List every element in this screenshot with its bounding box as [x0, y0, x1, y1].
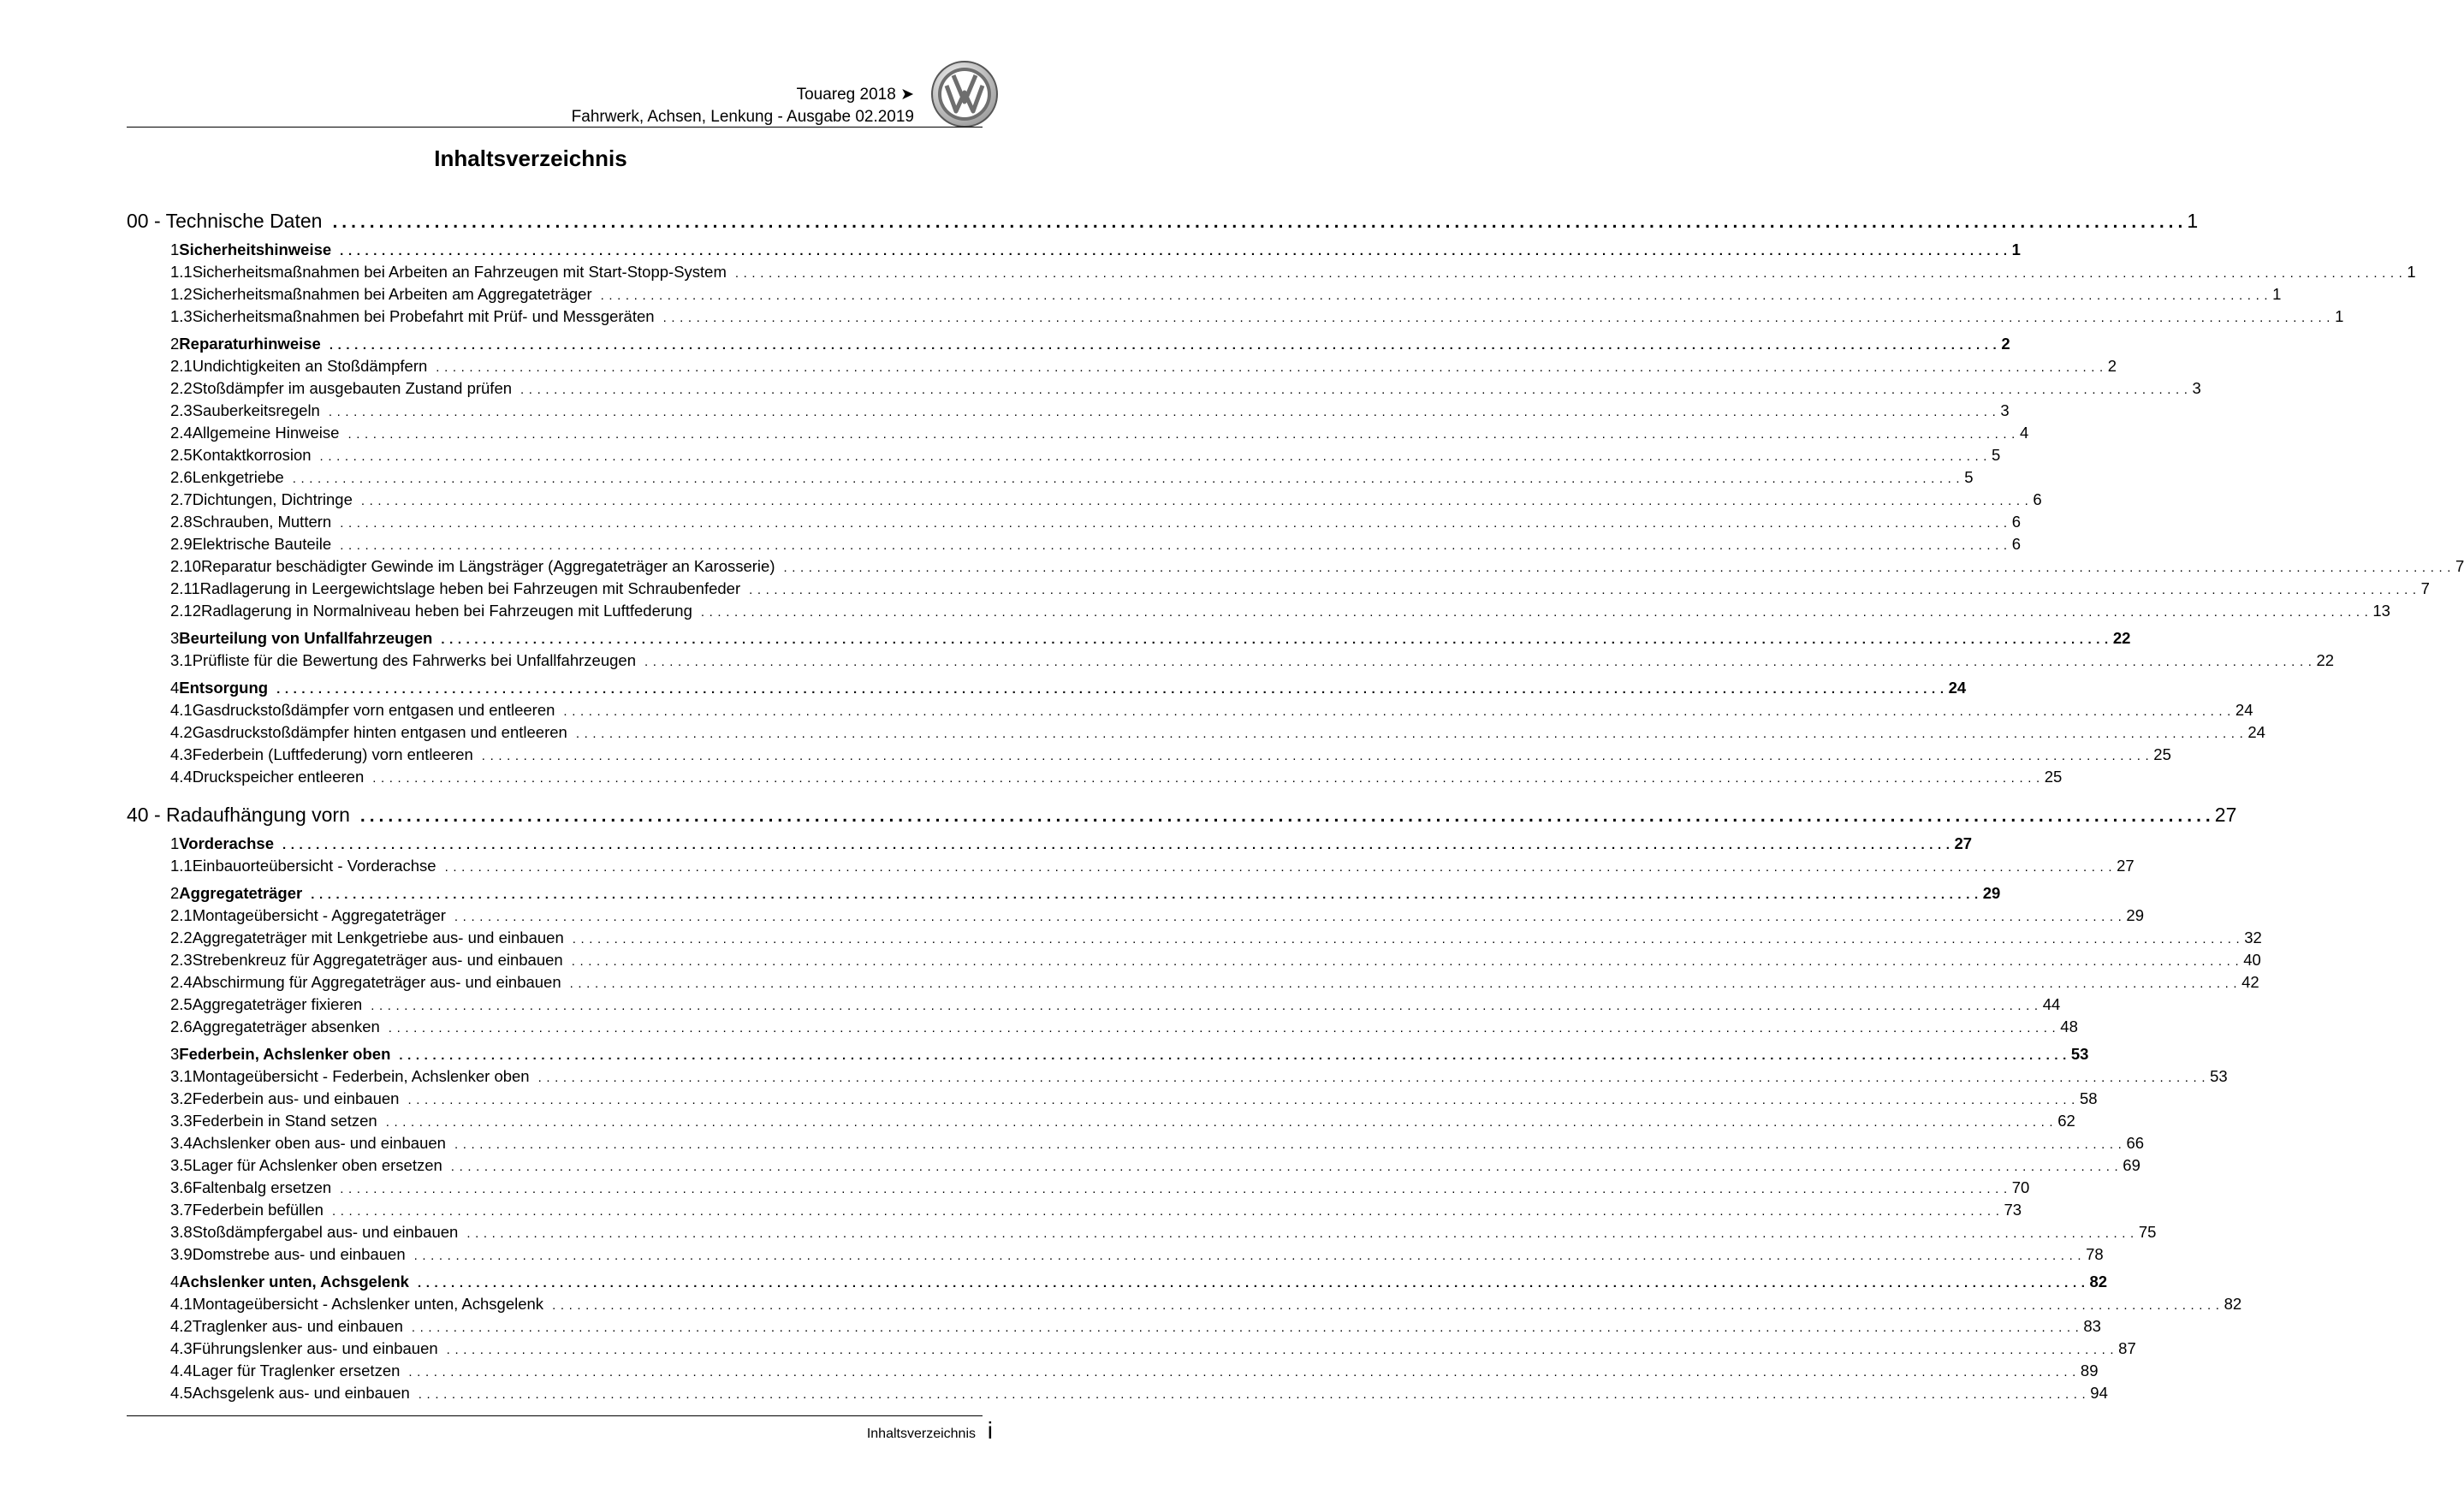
toc-item-page: 70 [2011, 1178, 2030, 1196]
toc-item-page: 13 [2372, 602, 2390, 620]
toc-item-title: Faltenbalg ersetzen [192, 1178, 332, 1196]
toc-leader-dots: ........................................................................................................................................................................................................ [481, 749, 2154, 763]
toc-item-title: Einbauorteübersicht - Vorderachse [192, 857, 436, 875]
toc-item-number: 3.7 [170, 1201, 193, 1219]
toc-item-number: 3.1 [170, 651, 193, 669]
toc-leader-dots: ........................................................................................................................................................................................................ [319, 449, 1992, 464]
toc-item-title: Federbein aus- und einbauen [192, 1089, 400, 1107]
toc-leader-dots: ........................................................................................................................................................................................................ [417, 1276, 2090, 1290]
toc-leader-dots: ........................................................................................................................................................................................................ [282, 838, 1955, 852]
toc-item-page: 87 [2118, 1339, 2136, 1357]
toc-item-page: 53 [2210, 1067, 2228, 1085]
toc-section-number: 1 [170, 240, 180, 258]
toc-item-title: Aggregateträger absenken [192, 1017, 380, 1035]
toc-leader-dots: ........................................................................................................................................................................................................ [734, 266, 2408, 281]
toc-item-page: 3 [2192, 379, 2201, 397]
toc-item-page: 24 [2235, 701, 2253, 719]
toc-leader-dots: ........................................................................................................................................................................................................ [466, 1226, 2139, 1241]
toc-chapter-title: 40 - Radaufhängung vorn [127, 804, 350, 826]
toc-leader-dots: ........................................................................................................................................................................................................ [454, 910, 2127, 924]
toc-item-title: Aggregateträger fixieren [192, 995, 363, 1013]
toc-item[interactable] [127, 401, 2010, 424]
toc-item-page: 6 [2011, 513, 2021, 531]
toc-item-title: Gasdruckstoßdämpfer hinten entgasen und entleeren [192, 723, 567, 741]
toc-item[interactable] [127, 513, 2021, 535]
toc-item-number: 2.7 [170, 490, 193, 508]
toc-item-title: Abschirmung für Aggregateträger aus- und einbauen [192, 973, 561, 991]
footer-rule [127, 1415, 983, 1416]
toc-item-number: 3.1 [170, 1067, 193, 1085]
toc-item-number: 2.6 [170, 468, 193, 486]
toc-item-page: 62 [2057, 1112, 2075, 1130]
toc-leader-dots: ........................................................................................................................................................................................................ [749, 583, 2421, 597]
toc-item-title: Lager für Achslenker oben ersetzen [192, 1156, 442, 1174]
toc-leader-dots: ........................................................................................................................................................................................................ [446, 1343, 2119, 1357]
toc-item[interactable] [127, 928, 2262, 951]
toc-section[interactable] [127, 335, 2010, 357]
toc-item-number: 3.8 [170, 1223, 193, 1241]
toc-item-page: 25 [2044, 768, 2063, 786]
toc-section-number: 2 [170, 884, 180, 902]
toc-item-number: 2.3 [170, 951, 193, 969]
toc-leader-dots: ........................................................................................................................................................................................................ [569, 976, 2242, 991]
toc-section-number: 3 [170, 629, 180, 647]
toc-item-title: Stoßdämpfergabel aus- und einbauen [192, 1223, 459, 1241]
toc-item[interactable] [127, 285, 2282, 307]
toc-item-number: 2.9 [170, 535, 193, 553]
toc-item-title: Achslenker oben aus- und einbauen [192, 1134, 446, 1152]
toc-item[interactable] [127, 1384, 2108, 1406]
toc-leader-dots: ........................................................................................................................................................................................................ [292, 472, 1965, 486]
toc-leader-dots: ........................................................................................................................................................................................................ [413, 1249, 2087, 1263]
toc-item-number: 3.6 [170, 1178, 193, 1196]
toc-leader-dots: ........................................................................................................................................................................................................ [407, 1093, 2080, 1107]
toc-item-number: 3.4 [170, 1134, 193, 1152]
toc-item[interactable] [127, 723, 2265, 745]
toc-item-title: Achsgelenk aus- und einbauen [192, 1384, 410, 1402]
toc-leader-dots: ........................................................................................................................................................................................................ [436, 360, 2108, 375]
toc-item-page: 58 [2079, 1089, 2098, 1107]
toc-section-number: 4 [170, 679, 180, 697]
toc-leader-dots: ........................................................................................................................................................................................................ [600, 288, 2273, 303]
toc-item[interactable] [127, 424, 2029, 446]
toc-leader-dots: ........................................................................................................................................................................................................ [371, 999, 2043, 1013]
toc-item[interactable] [127, 557, 2464, 579]
toc-item-number: 2.5 [170, 995, 193, 1013]
toc-item-number: 3.9 [170, 1245, 193, 1263]
toc-item-number: 4.3 [170, 745, 193, 763]
toc-item-title: Stoßdämpfer im ausgebauten Zustand prüfen [192, 379, 513, 397]
toc-item-number: 2.3 [170, 401, 193, 419]
toc-item-page: 7 [2420, 579, 2430, 597]
toc-item-title: Montageübersicht - Achslenker unten, Achsgelenk [192, 1295, 544, 1313]
toc-leader-dots: ........................................................................................................................................................................................................ [311, 887, 1983, 902]
toc-item-number: 4.5 [170, 1384, 193, 1402]
toc-item-number: 4.4 [170, 1362, 193, 1379]
toc-item[interactable] [127, 973, 2259, 995]
toc-item-title: Lenkgetriebe [192, 468, 284, 486]
toc-section[interactable] [127, 240, 2021, 263]
footer-label: Inhaltsverzeichnis [866, 1427, 976, 1441]
toc-chapter[interactable] [127, 804, 2237, 829]
toc-item[interactable] [127, 1339, 2136, 1362]
toc-item-number: 1.3 [170, 307, 193, 325]
toc-item-title: Montageübersicht - Aggregateträger [192, 906, 446, 924]
toc-item[interactable] [127, 490, 2042, 513]
toc-item[interactable] [127, 651, 2335, 673]
toc-item-page: 48 [2060, 1017, 2078, 1035]
toc-item-number: 2.4 [170, 424, 193, 442]
toc-item-title: Lager für Traglenker ersetzen [192, 1362, 401, 1379]
toc-leader-dots: ........................................................................................................................................................................................................ [347, 427, 2020, 442]
toc-section-page: 82 [2089, 1273, 2108, 1290]
toc-item[interactable] [127, 263, 2416, 285]
toc-section-title: Achslenker unten, Achsgelenk [179, 1273, 409, 1290]
toc-leader-dots: ........................................................................................................................................................................................................ [537, 1071, 2211, 1085]
toc-item[interactable] [127, 602, 2390, 624]
toc-item[interactable] [127, 579, 2430, 602]
toc-item-title: Kontaktkorrosion [192, 446, 312, 464]
toc-item[interactable] [127, 1112, 2075, 1134]
toc-leader-dots: ........................................................................................................................................................................................................ [418, 1387, 2091, 1402]
toc-leader-dots: ........................................................................................................................................................................................................ [340, 516, 2012, 531]
toc-item-page: 29 [2126, 906, 2144, 924]
toc-leader-dots: ........................................................................................................................................................................................................ [340, 538, 2012, 553]
toc-leader-dots: ........................................................................................................................................................................................................ [662, 311, 2336, 325]
toc-leader-dots: ........................................................................................................................................................................................................ [408, 1365, 2081, 1379]
toc-item[interactable] [127, 1178, 2030, 1201]
toc-item[interactable] [127, 1067, 2228, 1089]
toc-item-page: 2 [2107, 357, 2117, 375]
toc-chapter-page: 27 [2214, 804, 2237, 826]
toc-section-number: 4 [170, 1273, 180, 1290]
toc-item-page: 1 [2407, 263, 2416, 281]
toc-section-title: Vorderachse [179, 834, 275, 852]
toc-item[interactable] [127, 468, 1974, 490]
toc-item-number: 3.3 [170, 1112, 193, 1130]
toc-item-number: 2.8 [170, 513, 193, 531]
toc-item-number: 2.1 [170, 357, 193, 375]
toc-item-number: 2.2 [170, 928, 193, 946]
toc-leader-dots: ........................................................................................................................................................................................................ [441, 632, 2113, 647]
toc-item-title: Elektrische Bauteile [192, 535, 332, 553]
toc-item-number: 2.2 [170, 379, 193, 397]
toc-item-number: 4.3 [170, 1339, 193, 1357]
toc-item[interactable] [127, 768, 2063, 790]
toc-chapter-page: 1 [2187, 210, 2199, 232]
toc-item-title: Druckspeicher entleeren [192, 768, 365, 786]
toc-item-page: 7 [2455, 557, 2464, 575]
toc-item-title: Federbein befüllen [192, 1201, 324, 1219]
toc-item[interactable] [127, 535, 2021, 557]
toc-item-page: 1 [2272, 285, 2282, 303]
toc-section-number: 2 [170, 335, 180, 353]
toc-leader-dots: ........................................................................................................................................................................................................ [385, 1115, 2058, 1130]
toc-leader-dots: ........................................................................................................................................................................................................ [332, 212, 2188, 232]
toc-section[interactable] [127, 1273, 2108, 1295]
toc-item-title: Sicherheitsmaßnahmen bei Probefahrt mit Prüf- und Messgeräten [192, 307, 655, 325]
toc-item-page: 78 [2086, 1245, 2104, 1263]
toc-item-page: 32 [2244, 928, 2262, 946]
toc-section-page: 29 [1982, 884, 2001, 902]
toc-item-title: Führungslenker aus- und einbauen [192, 1339, 438, 1357]
toc-item-title: Federbein (Luftfederung) vorn entleeren [192, 745, 473, 763]
toc-item[interactable] [127, 995, 2061, 1017]
toc-section-title: Aggregateträger [179, 884, 303, 902]
toc-leader-dots: ........................................................................................................................................................................................................ [399, 1048, 2071, 1063]
toc-item-number: 2.12 [170, 602, 202, 620]
toc-item[interactable] [127, 1295, 2242, 1317]
toc-item-title: Gasdruckstoßdämpfer vorn entgasen und entleeren [192, 701, 555, 719]
toc-item-number: 4.2 [170, 723, 193, 741]
toc-item-page: 1 [2335, 307, 2344, 325]
toc-item-page: 73 [2004, 1201, 2022, 1219]
toc-item-page: 66 [2126, 1134, 2145, 1152]
toc-item-title: Sauberkeitsregeln [192, 401, 320, 419]
toc-item-page: 44 [2042, 995, 2061, 1013]
toc-item-number: 2.11 [170, 579, 200, 597]
toc-item[interactable] [127, 906, 2144, 928]
toc-item-title: Radlagerung in Normalniveau heben bei Fahrzeugen mit Luftfederung [201, 602, 692, 620]
toc-item[interactable] [127, 701, 2253, 723]
toc-item-number: 4.2 [170, 1317, 193, 1335]
toc-item-page: 5 [1992, 446, 2001, 464]
toc-leader-dots: ........................................................................................................................................................................................................ [340, 1182, 2012, 1196]
toc-item-page: 42 [2241, 973, 2259, 991]
toc-section-title: Sicherheitshinweise [179, 240, 332, 258]
toc-section-title: Entsorgung [179, 679, 269, 697]
header-rule [127, 127, 983, 128]
toc-item[interactable] [127, 379, 2201, 401]
toc-item-page: 24 [2247, 723, 2265, 741]
toc-item-title: Schrauben, Muttern [192, 513, 332, 531]
toc-item-page: 4 [2019, 424, 2029, 442]
toc-item-page: 69 [2123, 1156, 2140, 1174]
toc-item[interactable] [127, 857, 2134, 879]
toc-item[interactable] [127, 1089, 2098, 1112]
toc-item-page: 27 [2117, 857, 2134, 875]
document-header [315, 84, 914, 128]
toc-item-page: 89 [2080, 1362, 2099, 1379]
toc-leader-dots: ........................................................................................................................................................................................................ [276, 682, 1949, 697]
toc-item[interactable] [127, 951, 2261, 973]
toc-item-number: 2.5 [170, 446, 193, 464]
toc-item[interactable] [127, 1245, 2104, 1267]
toc-item-page: 22 [2316, 651, 2335, 669]
toc-item-page: 25 [2153, 745, 2171, 763]
toc-leader-dots: ........................................................................................................................................................................................................ [552, 1298, 2224, 1313]
toc-item[interactable] [127, 1223, 2157, 1245]
toc-item-title: Dichtungen, Dichtringe [192, 490, 353, 508]
toc-section-page: 24 [1948, 679, 1967, 697]
toc-section-page: 1 [2011, 240, 2021, 258]
page-title: Inhaltsverzeichnis [434, 145, 627, 171]
toc-item-number: 4.1 [170, 1295, 193, 1313]
toc-item[interactable] [127, 1362, 2099, 1384]
toc-item[interactable] [127, 1134, 2145, 1156]
toc-item-title: Traglenker aus- und einbauen [192, 1317, 403, 1335]
toc-leader-dots: ........................................................................................................................................................................................................ [700, 605, 2373, 620]
toc-section-page: 2 [2001, 335, 2010, 353]
toc-leader-dots: ........................................................................................................................................................................................................ [360, 494, 2034, 508]
toc-section-title: Federbein, Achslenker oben [179, 1045, 391, 1063]
toc-item-page: 3 [2000, 401, 2010, 419]
toc-leader-dots: ........................................................................................................................................................................................................ [572, 932, 2245, 946]
toc-section-number: 1 [170, 834, 180, 852]
toc-leader-dots: ........................................................................................................................................................................................................ [372, 771, 2045, 786]
header-subtitle: Fahrwerk, Achsen, Lenkung - Ausgabe 02.2019 [571, 108, 914, 126]
toc-item-page: 82 [2224, 1295, 2242, 1313]
toc-item-title: Allgemeine Hinweise [192, 424, 340, 442]
toc-section[interactable] [127, 834, 1973, 857]
toc-item-number: 1.1 [170, 857, 193, 875]
toc-item-page: 6 [2011, 535, 2021, 553]
toc-item-number: 2.10 [170, 557, 202, 575]
toc-item-title: Strebenkreuz für Aggregateträger aus- und einbauen [192, 951, 563, 969]
toc-leader-dots: ........................................................................................................................................................................................................ [575, 727, 2248, 741]
toc-item-number: 3.5 [170, 1156, 193, 1174]
toc-leader-dots: ........................................................................................................................................................................................................ [340, 244, 2012, 258]
toc-leader-dots: ........................................................................................................................................................................................................ [450, 1160, 2123, 1174]
toc-item-number: 2.6 [170, 1017, 193, 1035]
toc-item[interactable] [127, 357, 2117, 379]
vw-logo-icon [930, 60, 999, 128]
toc-item-title: Federbein in Stand setzen [192, 1112, 377, 1130]
toc-leader-dots: ........................................................................................................................................................................................................ [444, 860, 2117, 875]
toc-item-title: Radlagerung in Leergewichtslage heben bei Fahrzeugen mit Schraubenfeder [199, 579, 741, 597]
toc-item[interactable] [127, 446, 2001, 468]
toc-item[interactable] [127, 1317, 2101, 1339]
toc-item-page: 40 [2243, 951, 2261, 969]
toc-section[interactable] [127, 1045, 2089, 1067]
toc-section-page: 27 [1954, 834, 1973, 852]
toc-item[interactable] [127, 307, 2344, 329]
toc-leader-dots: ........................................................................................................................................................................................................ [520, 383, 2193, 397]
toc-item-number: 2.1 [170, 906, 193, 924]
toc-item-page: 94 [2090, 1384, 2108, 1402]
toc-item-number: 1.2 [170, 285, 193, 303]
toc-item-title: Montageübersicht - Federbein, Achslenker oben [192, 1067, 530, 1085]
toc-chapter-title: 00 - Technische Daten [127, 210, 323, 232]
toc-item-title: Aggregateträger mit Lenkgetriebe aus- und einbauen [192, 928, 564, 946]
toc-chapter[interactable] [127, 210, 2199, 235]
toc-section[interactable] [127, 679, 1967, 701]
toc-item[interactable] [127, 1201, 2022, 1223]
table-of-contents [127, 205, 2464, 1406]
toc-section-title: Reparaturhinweise [179, 335, 321, 353]
footer-page-number: i [987, 1417, 993, 1444]
toc-item-title: Prüfliste für die Bewertung des Fahrwerks bei Unfallfahrzeugen [192, 651, 636, 669]
header-model: Touareg 2018 ➤ [796, 86, 914, 104]
toc-section-page: 22 [2112, 629, 2131, 647]
toc-leader-dots: ........................................................................................................................................................................................................ [388, 1021, 2061, 1035]
toc-item-page: 83 [2083, 1317, 2101, 1335]
toc-leader-dots: ........................................................................................................................................................................................................ [454, 1137, 2127, 1152]
toc-item[interactable] [127, 1156, 2140, 1178]
toc-leader-dots: ........................................................................................................................................................................................................ [359, 806, 2215, 826]
toc-item[interactable] [127, 1017, 2078, 1040]
toc-section-number: 3 [170, 1045, 180, 1063]
toc-item-number: 3.2 [170, 1089, 193, 1107]
toc-item-title: Reparatur beschädigter Gewinde im Längsträger (Aggregateträger an Karosserie) [201, 557, 775, 575]
toc-item-page: 5 [1964, 468, 1974, 486]
toc-section-title: Beurteilung von Unfallfahrzeugen [179, 629, 433, 647]
toc-item-title: Domstrebe aus- und einbauen [192, 1245, 406, 1263]
toc-item-title: Sicherheitsmaßnahmen bei Arbeiten an Fahrzeugen mit Start-Stopp-System [192, 263, 727, 281]
toc-item-title: Undichtigkeiten an Stoßdämpfern [192, 357, 428, 375]
toc-item-page: 75 [2138, 1223, 2157, 1241]
toc-leader-dots: ........................................................................................................................................................................................................ [571, 954, 2244, 969]
toc-item-page: 6 [2033, 490, 2042, 508]
toc-leader-dots: ........................................................................................................................................................................................................ [331, 1204, 2004, 1219]
toc-item-number: 4.4 [170, 768, 193, 786]
toc-leader-dots: ........................................................................................................................................................................................................ [329, 338, 2002, 353]
toc-item-number: 1.1 [170, 263, 193, 281]
toc-leader-dots: ........................................................................................................................................................................................................ [328, 405, 2001, 419]
toc-leader-dots: ........................................................................................................................................................................................................ [644, 655, 2317, 669]
toc-item-title: Sicherheitsmaßnahmen bei Arbeiten am Aggregateträger [192, 285, 592, 303]
toc-leader-dots: ........................................................................................................................................................................................................ [411, 1320, 2084, 1335]
toc-leader-dots: ........................................................................................................................................................................................................ [783, 561, 2455, 575]
toc-leader-dots: ........................................................................................................................................................................................................ [563, 704, 2235, 719]
toc-item-number: 4.1 [170, 701, 193, 719]
toc-section-page: 53 [2070, 1045, 2089, 1063]
toc-section[interactable] [127, 884, 2001, 906]
toc-section[interactable] [127, 629, 2131, 651]
toc-item[interactable] [127, 745, 2171, 768]
toc-item-number: 2.4 [170, 973, 193, 991]
